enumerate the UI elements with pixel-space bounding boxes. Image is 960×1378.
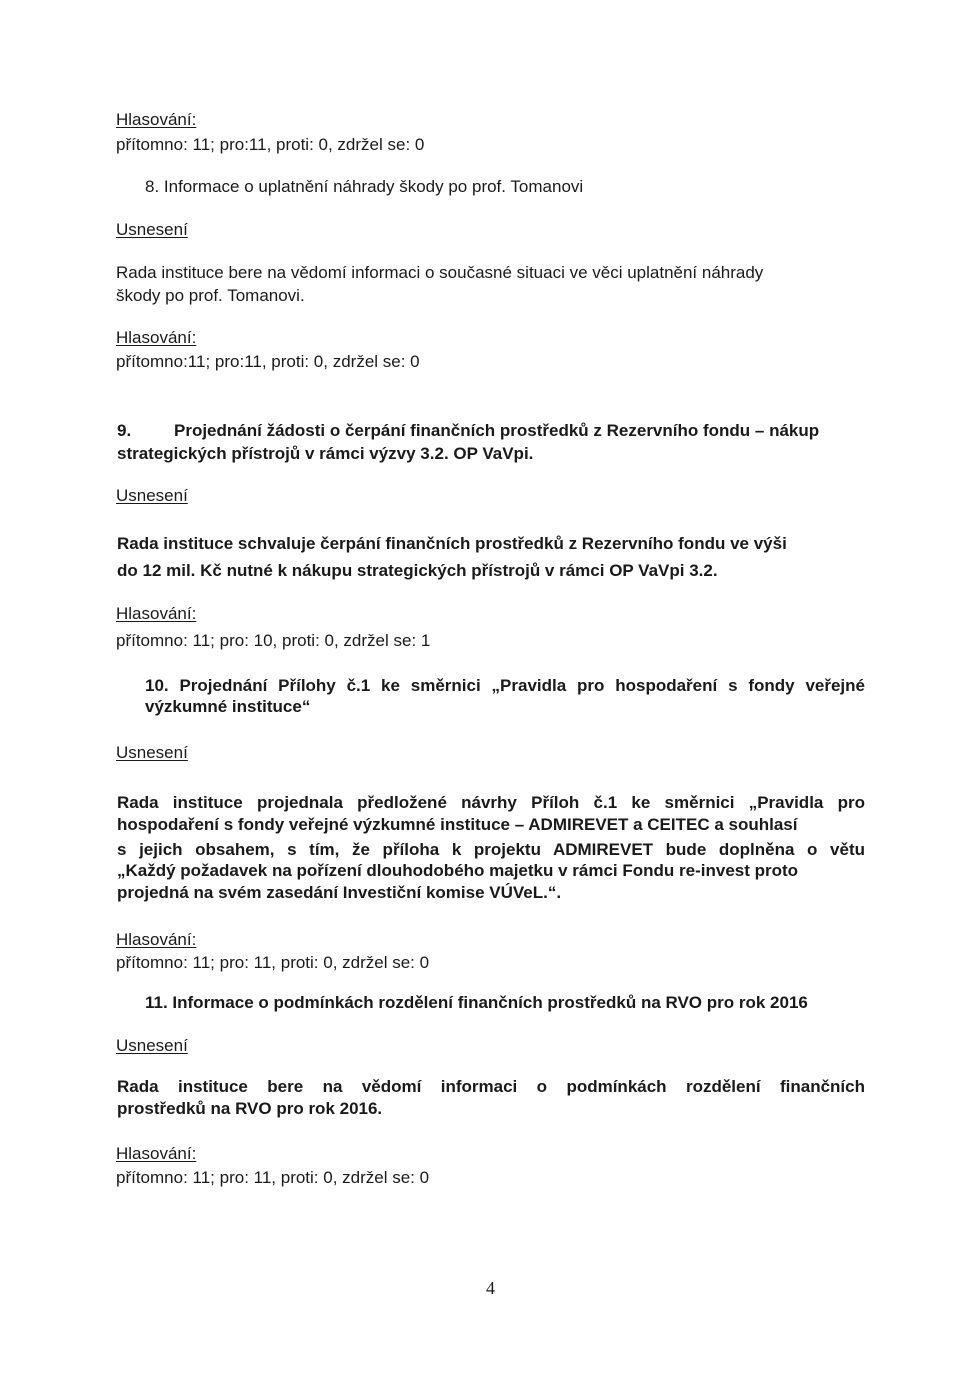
resolution-11-text-line: Rada instituce bere na vědomí informaci o podmínkách rozdělení finančních	[117, 1077, 865, 1096]
vote-heading: Hlasování:	[116, 930, 197, 949]
agenda-item-10-title-line: 10. Projednání Přílohy č.1 ke směrnici „Pravidla pro hospodaření s fondy veřejné	[145, 676, 865, 695]
vote-heading: Hlasování:	[116, 328, 197, 347]
resolution-heading: Usnesení	[116, 1036, 188, 1055]
vote-heading: Hlasování:	[116, 110, 197, 129]
resolution-heading: Usnesení	[116, 220, 188, 239]
resolution-9-text-line: do 12 mil. Kč nutné k nákupu strategických přístrojů v rámci OP VaVpi 3.2.	[117, 561, 718, 580]
resolution-10-text-line: projedná na svém zasedání Investiční komise VÚVeL.“.	[117, 883, 562, 902]
resolution-10-text-line: Rada instituce projednala předložené návrhy Příloh č.1 ke směrnici „Pravidla pro	[117, 793, 865, 812]
vote-result: přítomno: 11; pro: 10, proti: 0, zdržel se: 1	[116, 631, 431, 650]
agenda-item-9-number: 9.	[117, 421, 132, 440]
resolution-10-text-line: hospodaření s fondy veřejné výzkumné instituce – ADMIREVET a CEITEC a souhlasí	[117, 815, 798, 834]
vote-result: přítomno:11; pro:11, proti: 0, zdržel se: 0	[116, 352, 420, 371]
agenda-item-10-title-line: výzkumné instituce“	[145, 697, 311, 716]
page-number: 4	[486, 1278, 495, 1298]
resolution-10-text-line: „Každý požadavek na pořízení dlouhodobého majetku v rámci Fondu re-invest proto	[117, 861, 799, 880]
agenda-item-9-title-line: strategických přístrojů v rámci výzvy 3.2. OP VaVpi.	[117, 444, 534, 463]
resolution-9-text-line: Rada instituce schvaluje čerpání finančních prostředků z Rezervního fondu ve výši	[117, 534, 787, 553]
vote-heading: Hlasování:	[116, 604, 197, 623]
vote-result: přítomno: 11; pro: 11, proti: 0, zdržel se: 0	[116, 953, 430, 972]
agenda-item-9-title-line: Projednání žádosti o čerpání finančních prostředků z Rezervního fondu – nákup	[174, 421, 820, 440]
vote-result: přítomno: 11; pro: 11, proti: 0, zdržel se: 0	[116, 1168, 430, 1187]
agenda-item-11-title: 11. Informace o podmínkách rozdělení finančních prostředků na RVO pro rok 2016	[145, 993, 808, 1012]
resolution-heading: Usnesení	[116, 486, 188, 505]
vote-result: přítomno: 11; pro:11, proti: 0, zdržel se: 0	[116, 135, 425, 154]
resolution-8-text-line: škody po prof. Tomanovi.	[116, 286, 305, 305]
resolution-heading: Usnesení	[116, 743, 188, 762]
resolution-11-text-line: prostředků na RVO pro rok 2016.	[117, 1099, 383, 1118]
resolution-8-text-line: Rada instituce bere na vědomí informaci o současné situaci ve věci uplatnění náhrady	[116, 263, 764, 282]
vote-heading: Hlasování:	[116, 1144, 197, 1163]
resolution-10-text-line: s jejich obsahem, s tím, že příloha k projektu ADMIREVET bude doplněna o větu	[117, 840, 865, 859]
agenda-item-8-title: 8. Informace o uplatnění náhrady škody po prof. Tomanovi	[145, 177, 584, 196]
